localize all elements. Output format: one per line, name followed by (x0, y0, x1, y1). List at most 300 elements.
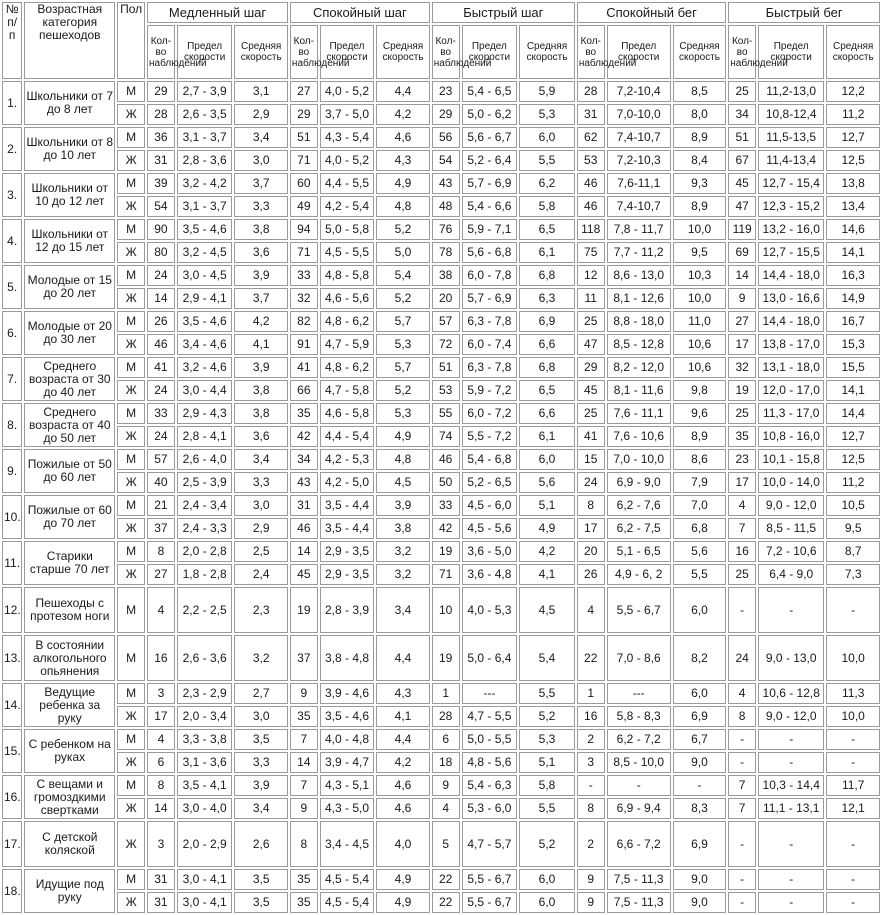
row-number: 14. (2, 683, 22, 727)
table-row (2, 311, 880, 332)
count-cell: 51 (290, 127, 318, 148)
range-cell: 2,8 - 3,9 (320, 587, 375, 633)
avg-cell: 9,3 (673, 173, 726, 194)
count-cell: 9 (290, 798, 318, 819)
count-cell: 78 (432, 242, 460, 263)
avg-cell: 12,7 (826, 127, 880, 148)
avg-header: Средняя скорость (234, 25, 288, 79)
sex-cell: Ж (117, 564, 145, 585)
count-cell: 14 (290, 541, 318, 562)
range-cell: 5,9 - 7,1 (462, 219, 518, 240)
count-cell: 24 (147, 380, 175, 401)
range-cell: 7,4-10,7 (607, 196, 671, 217)
avg-cell: 3,3 (234, 752, 288, 773)
avg-header: Средняя скорость (826, 25, 880, 79)
range-cell: 2,3 - 2,9 (177, 683, 233, 704)
avg-cell: 3,8 (234, 219, 288, 240)
sex-cell: М (117, 587, 145, 633)
count-cell: 33 (432, 495, 460, 516)
range-cell: 7,7 - 11,2 (607, 242, 671, 263)
table-row (2, 798, 880, 819)
avg-cell: 3,6 (234, 426, 288, 447)
range-cell: 6,9 - 9,4 (607, 798, 671, 819)
row-number: 7. (2, 357, 22, 401)
sex-cell: Ж (117, 380, 145, 401)
avg-cell: 8,9 (673, 426, 726, 447)
avg-cell: 6,8 (673, 518, 726, 539)
count-cell: 32 (728, 357, 756, 378)
range-cell: 5,4 - 6,8 (462, 449, 518, 470)
count-cell: 35 (290, 892, 318, 913)
avg-header: Средняя скорость (519, 25, 575, 79)
range-cell: - (758, 892, 824, 913)
avg-cell: 4,2 (519, 541, 575, 562)
range-cell: 4,8 - 5,8 (320, 265, 375, 286)
count-cell: 8 (728, 706, 756, 727)
count-cell: 1 (577, 683, 605, 704)
count-cell: 27 (290, 81, 318, 102)
avg-cell: 2,4 (234, 564, 288, 585)
count-cell: 8 (147, 541, 175, 562)
category-cell: С вещами и громоздкими свертками (24, 775, 115, 819)
avg-cell: - (673, 775, 726, 796)
range-cell: 3,8 - 4,8 (320, 635, 375, 681)
range-cell: 4,0 - 5,3 (462, 587, 518, 633)
count-cell: 53 (577, 150, 605, 171)
sex-cell: М (117, 219, 145, 240)
count-cell: 56 (432, 127, 460, 148)
count-cell: 42 (290, 426, 318, 447)
count-cell: 20 (577, 541, 605, 562)
avg-cell: 8,5 (673, 81, 726, 102)
range-cell: 2,8 - 4,1 (177, 426, 233, 447)
category-cell: Школьники от 8 до 10 лет (24, 127, 115, 171)
avg-cell: 7,9 (673, 472, 726, 493)
range-cell: 3,0 - 4,0 (177, 798, 233, 819)
count-cell: 15 (577, 449, 605, 470)
count-cell: 35 (290, 869, 318, 890)
sex-cell: Ж (117, 288, 145, 309)
range-header: Предел скорости (607, 25, 671, 79)
avg-cell: 5,2 (376, 219, 430, 240)
range-cell: 4,5 - 5,6 (462, 518, 518, 539)
range-cell: 12,7 - 15,4 (758, 173, 824, 194)
count-cell: 35 (290, 706, 318, 727)
sex-cell: М (117, 127, 145, 148)
row-number: 1. (2, 81, 22, 125)
count-cell: 8 (577, 798, 605, 819)
avg-cell: 2,6 (234, 821, 288, 867)
count-cell: 91 (290, 334, 318, 355)
count-cell: 82 (290, 311, 318, 332)
count-cell: 39 (147, 173, 175, 194)
range-cell: 7,0 - 8,6 (607, 635, 671, 681)
range-cell: 3,5 - 4,6 (177, 219, 233, 240)
avg-cell: 5,8 (519, 775, 575, 796)
row-number: 6. (2, 311, 22, 355)
count-cell: 46 (290, 518, 318, 539)
avg-cell: 5,8 (519, 196, 575, 217)
range-cell: 5,7 - 6,9 (462, 288, 518, 309)
avg-cell: 9,0 (673, 869, 726, 890)
count-cell: 28 (577, 81, 605, 102)
count-cell: 3 (577, 752, 605, 773)
row-number: 5. (2, 265, 22, 309)
count-cell: 43 (290, 472, 318, 493)
count-cell: 17 (147, 706, 175, 727)
count-cell: 37 (290, 635, 318, 681)
range-cell: 3,5 - 4,6 (320, 706, 375, 727)
row-number: 15. (2, 729, 22, 773)
range-cell: 3,5 - 4,4 (320, 495, 375, 516)
range-cell: 2,6 - 4,0 (177, 449, 233, 470)
count-cell: 9 (432, 775, 460, 796)
count-cell: 16 (147, 635, 175, 681)
count-cell: 9 (577, 869, 605, 890)
avg-cell: 4,1 (234, 334, 288, 355)
range-cell: 13,0 - 16,6 (758, 288, 824, 309)
table-row (2, 127, 880, 148)
range-cell: 14,4 - 18,0 (758, 311, 824, 332)
avg-cell: 2,9 (234, 104, 288, 125)
range-header: Предел скорости (320, 25, 375, 79)
range-cell: 10,1 - 15,8 (758, 449, 824, 470)
avg-cell: 6,2 (519, 173, 575, 194)
row-number: 11. (2, 541, 22, 585)
category-cell: В состоянии алкогольного опьянения (24, 635, 115, 681)
row-number: 4. (2, 219, 22, 263)
range-cell: 8,5 - 10,0 (607, 752, 671, 773)
avg-cell: 5,2 (376, 288, 430, 309)
range-cell: 5,3 - 6,0 (462, 798, 518, 819)
range-cell: 3,4 - 4,6 (177, 334, 233, 355)
avg-cell: 4,5 (376, 472, 430, 493)
avg-cell: 5,2 (519, 706, 575, 727)
range-cell: 7,6-11,1 (607, 173, 671, 194)
count-cell: 1 (432, 683, 460, 704)
avg-cell: 3,6 (234, 242, 288, 263)
sex-cell: М (117, 683, 145, 704)
count-header: Кол-во наблюдений (432, 25, 460, 79)
count-cell: 38 (432, 265, 460, 286)
range-cell: 6,0 - 7,8 (462, 265, 518, 286)
count-cell: 4 (432, 798, 460, 819)
count-cell: 45 (728, 173, 756, 194)
range-cell: 5,6 - 6,8 (462, 242, 518, 263)
avg-cell: 16,7 (826, 311, 880, 332)
table-row (2, 683, 880, 704)
range-cell: 4,3 - 5,1 (320, 775, 375, 796)
range-cell: 10,0 - 14,0 (758, 472, 824, 493)
range-cell: 4,0 - 5,2 (320, 81, 375, 102)
avg-cell: 4,0 (376, 821, 430, 867)
range-cell: 2,5 - 3,9 (177, 472, 233, 493)
sex-cell: Ж (117, 821, 145, 867)
range-cell: 7,6 - 11,1 (607, 403, 671, 424)
avg-cell: 2,9 (234, 518, 288, 539)
avg-cell: 6,0 (673, 587, 726, 633)
avg-cell: 3,4 (234, 449, 288, 470)
sex-cell: М (117, 449, 145, 470)
range-cell: 7,0 - 10,0 (607, 449, 671, 470)
group-header-fast-run: Быстрый бег (728, 2, 880, 23)
avg-cell: 4,2 (376, 104, 430, 125)
range-cell: 3,7 - 5,0 (320, 104, 375, 125)
avg-cell: 5,4 (519, 635, 575, 681)
avg-cell: 3,5 (234, 729, 288, 750)
count-cell: 4 (728, 683, 756, 704)
range-cell: 5,4 - 6,5 (462, 81, 518, 102)
avg-cell: 5,2 (376, 380, 430, 401)
range-cell: 5,0 - 5,5 (462, 729, 518, 750)
sex-cell: Ж (117, 518, 145, 539)
avg-cell: 4,3 (376, 683, 430, 704)
range-cell: 5,5 - 6,7 (462, 869, 518, 890)
range-cell: 6,0 - 7,2 (462, 403, 518, 424)
avg-cell: 4,5 (519, 587, 575, 633)
count-cell: 25 (728, 564, 756, 585)
range-cell: 2,4 - 3,3 (177, 518, 233, 539)
count-cell: 12 (577, 265, 605, 286)
avg-cell: 5,5 (519, 798, 575, 819)
range-cell: 4,2 - 5,0 (320, 472, 375, 493)
avg-cell: - (826, 892, 880, 913)
count-cell: 14 (147, 798, 175, 819)
count-cell: 9 (728, 288, 756, 309)
count-cell: 26 (577, 564, 605, 585)
count-cell: 27 (147, 564, 175, 585)
avg-cell: 6,1 (519, 426, 575, 447)
range-cell: 2,7 - 3,9 (177, 81, 233, 102)
range-cell: 9,0 - 13,0 (758, 635, 824, 681)
table-row (2, 495, 880, 516)
count-cell: 9 (577, 892, 605, 913)
range-cell: 8,5 - 12,8 (607, 334, 671, 355)
range-cell: 6,2 - 7,6 (607, 495, 671, 516)
range-cell: 2,9 - 3,5 (320, 541, 375, 562)
range-cell: 6,0 - 7,4 (462, 334, 518, 355)
table-row (2, 869, 880, 890)
sex-cell: М (117, 311, 145, 332)
avg-cell: 8,7 (826, 541, 880, 562)
sex-cell: Ж (117, 752, 145, 773)
count-cell: 28 (432, 706, 460, 727)
avg-cell: 3,4 (234, 127, 288, 148)
avg-cell: 12,2 (826, 81, 880, 102)
avg-cell: 4,4 (376, 635, 430, 681)
count-cell: 35 (728, 426, 756, 447)
count-cell: 8 (577, 495, 605, 516)
avg-cell: 11,3 (826, 683, 880, 704)
range-cell: 3,6 - 4,8 (462, 564, 518, 585)
avg-cell: 15,5 (826, 357, 880, 378)
count-cell: 2 (577, 729, 605, 750)
avg-cell: 5,9 (519, 81, 575, 102)
count-cell: 43 (432, 173, 460, 194)
avg-cell: 6,9 (519, 311, 575, 332)
sex-header: Пол (117, 2, 145, 79)
range-cell: 3,1 - 3,7 (177, 196, 233, 217)
avg-cell: 3,3 (234, 472, 288, 493)
range-cell: 4,0 - 5,2 (320, 150, 375, 171)
table-row (2, 472, 880, 493)
range-cell: 3,2 - 4,6 (177, 357, 233, 378)
table-row (2, 541, 880, 562)
count-cell: 42 (432, 518, 460, 539)
avg-cell: 3,3 (234, 196, 288, 217)
avg-cell: 5,5 (519, 150, 575, 171)
range-cell: 2,9 - 4,1 (177, 288, 233, 309)
count-cell: 9 (290, 683, 318, 704)
range-cell: - (758, 821, 824, 867)
count-cell: 14 (728, 265, 756, 286)
avg-cell: 7,0 (673, 495, 726, 516)
count-cell: - (728, 752, 756, 773)
sex-cell: Ж (117, 334, 145, 355)
range-cell: 3,0 - 4,1 (177, 892, 233, 913)
avg-cell: 10,0 (826, 635, 880, 681)
count-cell: 19 (432, 635, 460, 681)
avg-cell: 3,8 (376, 518, 430, 539)
avg-cell: 9,5 (826, 518, 880, 539)
range-cell: 7,6 - 10,6 (607, 426, 671, 447)
range-cell: 2,4 - 3,4 (177, 495, 233, 516)
avg-cell: 4,9 (376, 173, 430, 194)
range-cell: 8,1 - 12,6 (607, 288, 671, 309)
avg-cell: 8,4 (673, 150, 726, 171)
table-body (2, 81, 880, 913)
avg-cell: 3,8 (234, 403, 288, 424)
sex-cell: М (117, 729, 145, 750)
range-cell: 5,9 - 7,2 (462, 380, 518, 401)
range-cell: 6,6 - 7,2 (607, 821, 671, 867)
avg-cell: 6,1 (519, 242, 575, 263)
count-cell: - (728, 869, 756, 890)
avg-cell: 4,8 (376, 196, 430, 217)
avg-cell: 4,6 (376, 127, 430, 148)
count-cell: 48 (432, 196, 460, 217)
avg-cell: 6,0 (519, 449, 575, 470)
avg-header: Средняя скорость (376, 25, 430, 79)
avg-cell: 6,3 (519, 288, 575, 309)
count-cell: 22 (577, 635, 605, 681)
count-cell: 27 (728, 311, 756, 332)
table-row (2, 821, 880, 867)
range-cell: 4,0 - 4,8 (320, 729, 375, 750)
count-cell: 24 (577, 472, 605, 493)
table-row (2, 196, 880, 217)
sex-cell: М (117, 775, 145, 796)
category-cell: Пешеходы с протезом ноги (24, 587, 115, 633)
category-cell: Школьники от 7 до 8 лет (24, 81, 115, 125)
count-cell: 6 (147, 752, 175, 773)
range-cell: 2,0 - 3,4 (177, 706, 233, 727)
range-cell: 11,3 - 17,0 (758, 403, 824, 424)
table-row (2, 775, 880, 796)
avg-cell: 4,6 (376, 775, 430, 796)
range-cell: 7,0-10,0 (607, 104, 671, 125)
avg-cell: 6,0 (673, 683, 726, 704)
sex-cell: Ж (117, 104, 145, 125)
count-cell: 7 (728, 798, 756, 819)
avg-cell: 11,7 (826, 775, 880, 796)
range-header: Предел скорости (462, 25, 518, 79)
table-row (2, 564, 880, 585)
range-cell: 3,5 - 4,1 (177, 775, 233, 796)
range-cell: 1,8 - 2,8 (177, 564, 233, 585)
range-cell: 2,6 - 3,5 (177, 104, 233, 125)
range-cell: 3,1 - 3,7 (177, 127, 233, 148)
avg-cell: 6,8 (519, 265, 575, 286)
count-cell: 22 (432, 869, 460, 890)
avg-header: Средняя скорость (673, 25, 726, 79)
range-cell: 3,0 - 4,5 (177, 265, 233, 286)
sex-cell: М (117, 403, 145, 424)
row-number: 3. (2, 173, 22, 217)
range-cell: 6,3 - 7,8 (462, 311, 518, 332)
avg-cell: 12,1 (826, 798, 880, 819)
range-cell: 8,2 - 12,0 (607, 357, 671, 378)
avg-cell: 12,7 (826, 426, 880, 447)
count-cell: 57 (432, 311, 460, 332)
range-cell: 12,7 - 15,5 (758, 242, 824, 263)
table-row (2, 242, 880, 263)
table-row (2, 288, 880, 309)
group-header-slow-walk: Медленный шаг (147, 2, 288, 23)
range-cell: 4,5 - 5,4 (320, 892, 375, 913)
table-row (2, 173, 880, 194)
table-row (2, 426, 880, 447)
range-cell: 4,8 - 6,2 (320, 357, 375, 378)
row-number: 2. (2, 127, 22, 171)
sex-cell: М (117, 869, 145, 890)
avg-cell: 3,7 (234, 288, 288, 309)
avg-cell: 8,3 (673, 798, 726, 819)
avg-cell: 6,0 (519, 869, 575, 890)
range-cell: 3,4 - 4,5 (320, 821, 375, 867)
count-cell: 71 (432, 564, 460, 585)
avg-cell: - (826, 869, 880, 890)
range-cell: 3,3 - 3,8 (177, 729, 233, 750)
range-cell: 10,8-12,4 (758, 104, 824, 125)
sex-cell: Ж (117, 150, 145, 171)
range-cell: 12,0 - 17,0 (758, 380, 824, 401)
avg-cell: 2,7 (234, 683, 288, 704)
avg-cell: 9,8 (673, 380, 726, 401)
avg-cell: 9,0 (673, 892, 726, 913)
range-cell: 2,0 - 2,8 (177, 541, 233, 562)
range-header: Предел скорости (177, 25, 233, 79)
avg-cell: 11,2 (826, 104, 880, 125)
avg-cell: 4,2 (376, 752, 430, 773)
range-cell: 5,0 - 5,8 (320, 219, 375, 240)
avg-cell: - (826, 752, 880, 773)
count-cell: 33 (290, 265, 318, 286)
sex-cell: М (117, 173, 145, 194)
count-cell: 31 (147, 869, 175, 890)
count-cell: 25 (728, 81, 756, 102)
count-cell: 3 (147, 821, 175, 867)
count-cell: 57 (147, 449, 175, 470)
range-cell: 10,6 - 12,8 (758, 683, 824, 704)
count-cell: 33 (147, 403, 175, 424)
avg-cell: 9,5 (673, 242, 726, 263)
range-cell: 12,3 - 15,2 (758, 196, 824, 217)
avg-cell: 3,4 (376, 587, 430, 633)
avg-cell: 8,9 (673, 127, 726, 148)
table-header (2, 2, 880, 79)
avg-cell: 8,9 (673, 196, 726, 217)
